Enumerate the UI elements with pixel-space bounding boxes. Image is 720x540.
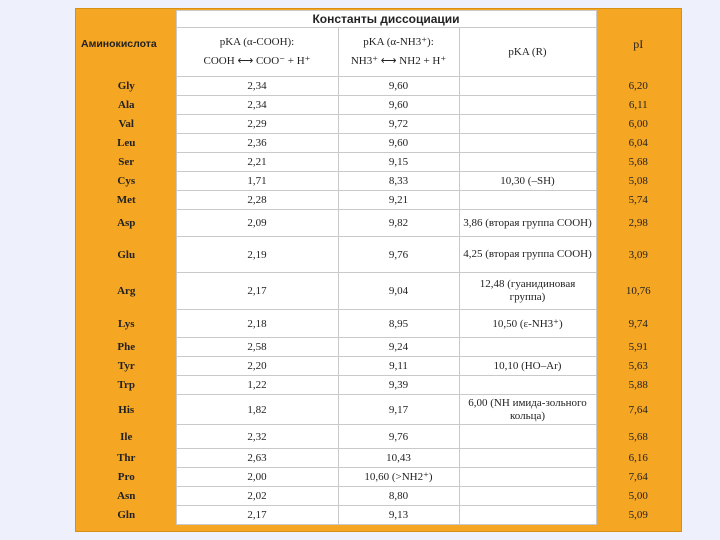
amino-acid-cell: Asp [77,210,176,237]
pi-cell: 5,00 [596,487,680,506]
header-pka-nh3-equation: NH3⁺ ⟷ NH2 + H⁺ [350,55,447,67]
header-pka-cooh-label: pKA (α-COOH): [219,36,295,48]
pi-cell: 5,63 [596,357,680,376]
pka-nh3-cell: 9,60 [338,77,459,96]
table-body [77,77,680,525]
pka-nh3-cell: 9,82 [338,210,459,237]
pka-r-cell [459,487,596,506]
pi-cell: 5,68 [596,153,680,172]
pka-cooh-cell: 1,82 [176,395,338,425]
pka-cooh-cell: 2,34 [176,96,338,115]
table-row [77,395,680,425]
pka-r-cell [459,77,596,96]
pka-nh3-cell: 8,80 [338,487,459,506]
pka-r-cell: 3,86 (вторая группа COOH) [459,210,596,237]
table-row [77,506,680,525]
pka-r-cell [459,425,596,449]
amino-acid-cell: Glu [77,237,176,273]
pi-cell: 5,88 [596,376,680,395]
table-row [77,237,680,273]
pka-cooh-cell: 2,18 [176,310,338,338]
pka-cooh-cell: 2,29 [176,115,338,134]
pi-cell: 7,64 [596,468,680,487]
pka-r-cell [459,376,596,395]
pka-cooh-cell: 2,20 [176,357,338,376]
pka-cooh-cell: 2,34 [176,77,338,96]
pka-cooh-cell: 2,36 [176,134,338,153]
table-row [77,96,680,115]
table-row [77,153,680,172]
table-row [77,338,680,357]
pka-r-cell [459,338,596,357]
amino-acid-cell: Ile [77,425,176,449]
header-pka-r: pKA (R) [459,28,596,77]
pi-cell: 5,74 [596,191,680,210]
pka-nh3-cell: 8,33 [338,172,459,191]
pka-cooh-cell: 2,58 [176,338,338,357]
pi-cell: 5,68 [596,425,680,449]
amino-acid-cell: His [77,395,176,425]
header-title: Константы диссоциации [176,11,596,28]
pka-nh3-cell: 9,76 [338,425,459,449]
pi-cell: 6,04 [596,134,680,153]
pka-r-cell [459,96,596,115]
pka-r-cell: 6,00 (NH имида-зольного кольца) [459,395,596,425]
pka-r-cell [459,191,596,210]
pka-cooh-cell: 2,09 [176,210,338,237]
pka-r-cell: 10,50 (ε-NH3⁺) [459,310,596,338]
pka-r-cell [459,134,596,153]
pka-nh3-cell: 9,15 [338,153,459,172]
table-row [77,191,680,210]
table-row [77,134,680,153]
table-row [77,449,680,468]
pka-cooh-cell: 1,22 [176,376,338,395]
amino-acid-cell: Cys [77,172,176,191]
pka-cooh-cell: 2,19 [176,237,338,273]
pka-r-cell [459,506,596,525]
header-amino-acid: Аминокислота [77,11,176,77]
pka-r-cell [459,153,596,172]
pi-cell: 5,09 [596,506,680,525]
pka-nh3-cell: 9,24 [338,338,459,357]
pi-cell: 6,00 [596,115,680,134]
table-row [77,172,680,191]
pka-r-cell [459,449,596,468]
pka-nh3-cell: 10,60 (>NH2⁺) [338,468,459,487]
pi-cell: 5,91 [596,338,680,357]
pka-r-cell [459,468,596,487]
header-pka-nh3-label: pKA (α-NH3⁺): [363,36,434,48]
pka-cooh-cell: 2,00 [176,468,338,487]
pi-cell: 6,16 [596,449,680,468]
pka-nh3-cell: 9,21 [338,191,459,210]
amino-acid-cell: Trp [77,376,176,395]
pka-cooh-cell: 2,21 [176,153,338,172]
pka-nh3-cell: 9,04 [338,273,459,310]
pka-cooh-cell: 1,71 [176,172,338,191]
amino-acid-cell: Phe [77,338,176,357]
pka-r-cell: 12,48 (гуанидиновая группа) [459,273,596,310]
pi-cell: 5,08 [596,172,680,191]
pka-r-cell: 4,25 (вторая группа COOH) [459,237,596,273]
header-pka-cooh-equation: COOH ⟷ COO⁻ + H⁺ [203,55,311,67]
header-pka-nh3 [338,28,459,77]
pi-cell: 2,98 [596,210,680,237]
table-row [77,310,680,338]
pka-nh3-cell: 9,17 [338,395,459,425]
table-row [77,115,680,134]
amino-acid-cell: Val [77,115,176,134]
amino-acid-cell: Gln [77,506,176,525]
amino-acid-cell: Tyr [77,357,176,376]
pi-cell: 6,11 [596,96,680,115]
table-row [77,210,680,237]
amino-acid-cell: Met [77,191,176,210]
pka-r-cell [459,115,596,134]
amino-acid-cell: Lys [77,310,176,338]
pka-nh3-cell: 10,43 [338,449,459,468]
pka-r-cell: 10,30 (–SH) [459,172,596,191]
amino-acid-cell: Asn [77,487,176,506]
table-row [77,77,680,96]
pka-nh3-cell: 9,39 [338,376,459,395]
pka-cooh-cell: 2,32 [176,425,338,449]
pi-cell: 9,74 [596,310,680,338]
pka-cooh-cell: 2,17 [176,506,338,525]
pka-nh3-cell: 9,11 [338,357,459,376]
pka-cooh-cell: 2,63 [176,449,338,468]
amino-acid-cell: Leu [77,134,176,153]
table-row [77,487,680,506]
pka-cooh-cell: 2,28 [176,191,338,210]
table-row [77,376,680,395]
pka-nh3-cell: 9,13 [338,506,459,525]
table-row [77,273,680,310]
amino-acid-cell: Ser [77,153,176,172]
pi-cell: 10,76 [596,273,680,310]
pi-cell: 3,09 [596,237,680,273]
pka-nh3-cell: 9,60 [338,134,459,153]
amino-acid-cell: Thr [77,449,176,468]
table-row [77,468,680,487]
dissociation-constants-table [77,10,680,525]
pka-cooh-cell: 2,02 [176,487,338,506]
pka-cooh-cell: 2,17 [176,273,338,310]
pka-nh3-cell: 9,60 [338,96,459,115]
amino-acid-cell: Arg [77,273,176,310]
pka-nh3-cell: 9,76 [338,237,459,273]
header-pi: pI [596,11,680,77]
pka-r-cell: 10,10 (HO–Ar) [459,357,596,376]
table-row [77,425,680,449]
table-row [77,357,680,376]
amino-acid-cell: Gly [77,77,176,96]
amino-acid-cell: Ala [77,96,176,115]
header-pka-cooh [176,28,338,77]
pka-nh3-cell: 8,95 [338,310,459,338]
pi-cell: 6,20 [596,77,680,96]
pka-nh3-cell: 9,72 [338,115,459,134]
amino-acid-cell: Pro [77,468,176,487]
pi-cell: 7,64 [596,395,680,425]
